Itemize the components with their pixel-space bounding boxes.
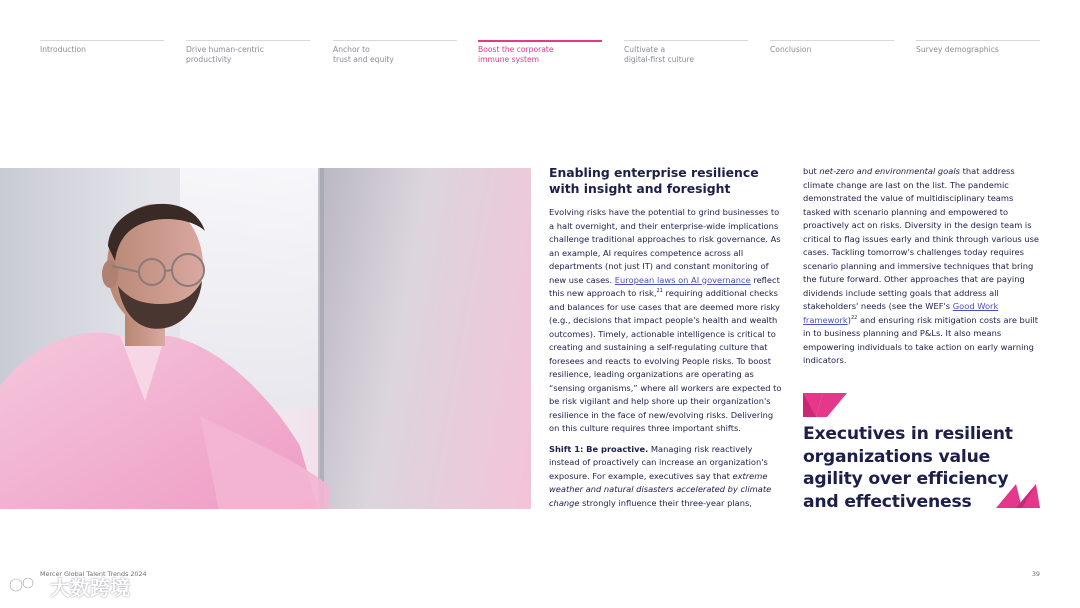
pink-angular-shape-icon — [803, 393, 847, 417]
nav-item-trust-and-equity[interactable]: Anchor to trust and equity — [333, 40, 457, 65]
footer-source: Mercer Global Talent Trends 2024 — [40, 570, 147, 578]
nav-item-digital-first-culture[interactable]: Cultivate a digital-first culture — [624, 40, 748, 65]
watermark-text: 大数跨境 — [50, 576, 130, 600]
nav-item-corporate-immune-system[interactable]: Boost the corporate immune system — [478, 40, 602, 65]
pull-quote: Executives in resilient organizations value agility over efficiency and effectiveness — [803, 424, 1013, 512]
nav-item-human-centric-productivity[interactable]: Drive human-centric productivity — [186, 40, 310, 65]
footnote-21: 21 — [656, 288, 663, 295]
nav-item-survey-demographics[interactable]: Survey demographics — [916, 40, 1040, 55]
section-nav — [40, 40, 1040, 70]
watermark-logo-icon — [8, 574, 48, 596]
paragraph-3: but net-zero and environmental goals that address climate change are last on the list. The pandemic demonstrated the value of multidisciplinary teams tasked with scenario planning and empowered to proactively act on risks. Diversity in the design team is critical to flag issues early and think through various use cases. Tackling tomorrow's challenges today requires scenario planning and immersive techniques that bring the future forward. Other approaches that are paying dividends include setting goals that address all stakeholders' needs (see the WEF's Good Work framework)$^{22}$ and ensuring risk mitigation costs are built in to business planning and P&Ls. It also means empowering individuals to take action on early warning indicators. — [803, 166, 1040, 365]
article-heading: Enabling enterprise resilience with insight and foresight — [549, 165, 759, 196]
person-illustration — [0, 186, 340, 509]
computer-monitor — [320, 168, 531, 509]
article-column-2 — [803, 165, 1041, 375]
nav-item-introduction[interactable]: Introduction — [40, 40, 164, 55]
paragraph-1: Evolving risks have the potential to grind businesses to a halt overnight, and their enterprise-wide implications challenge traditional approaches to risk governance. As an example, AI requires competence across all departments (not just IT) and constant monitoring of new use cases. European laws on AI governance reflect this new approach to risk,$^{21}$ requiring additional checks and balances for use cases that are deemed more risky (e.g., decisions that impact people's health and wealth outcomes). Timely, actionable intelligence is critical to creating and sustaining a self-regulating culture that foresees and reacts to evolving People risks. To boost resilience, leading organizations are operating as “sensing organisms,” where all workers are expected to be risk vigilant and help shore up their organization's resilience in the face of new/evolving risks. Delivering on this culture requires three important shifts. — [549, 207, 782, 433]
eu-ai-laws-link[interactable]: European laws on AI governance — [614, 274, 751, 285]
hero-photo — [0, 168, 531, 509]
paragraph-2: Shift 1: Be proactive. Managing risk reactively instead of proactively can increase an organization's exposure. For example, executives say that extreme weather and natural disasters accelerated by climate change strongly influence their three-year plans, — [549, 443, 772, 508]
nav-item-conclusion[interactable]: Conclusion — [770, 40, 894, 55]
page-number: 39 — [1031, 570, 1040, 578]
footnote-22: 22 — [850, 314, 858, 321]
article-column-1 — [549, 165, 785, 517]
good-work-framework-link[interactable]: Good Work framework — [803, 301, 999, 325]
